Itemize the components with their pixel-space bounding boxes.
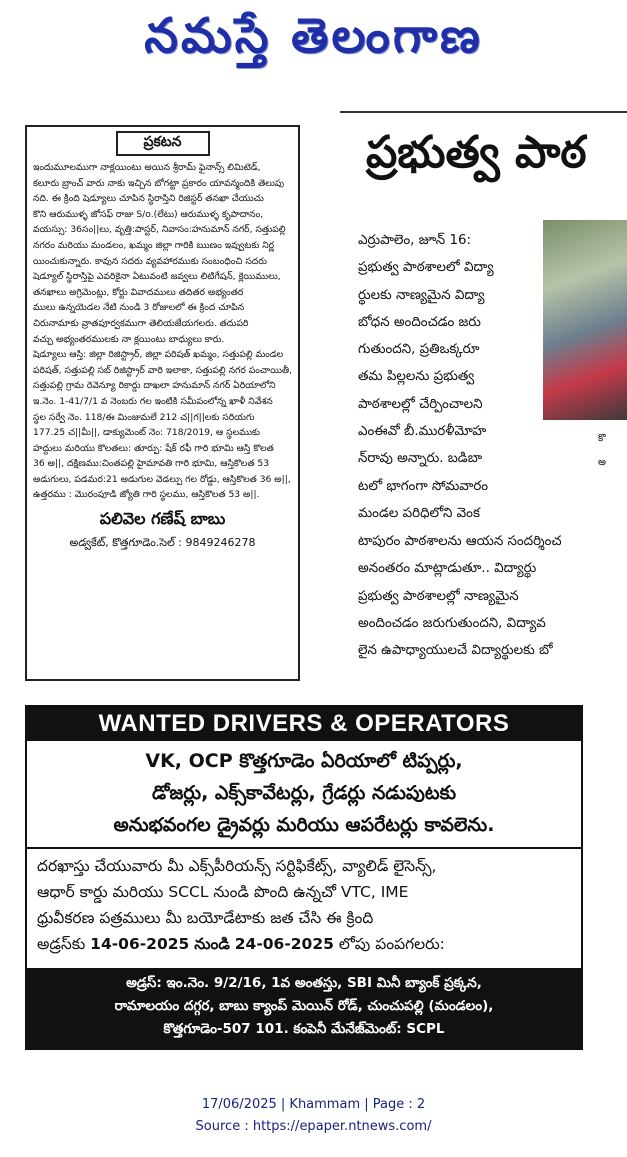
notice-line: వయస్సు: 36సం||లు, వృత్తి:పాస్టర్, నివాసం:హనుమాన్ నగర్, సత్తుపల్లి [33,224,286,236]
notice-line: షెడ్యూల్ స్థిరాస్తిపై ఎవరికైనా ఏటువంటి జవ్వలు లిటిగేషన్, క్లెయిములు, [33,271,281,283]
notice-line: ఇ.నెం. 1-41/7/1 వ నెంబరు గల ఇంటికి సమీపంలోన్న ఖాళీ నివేశన [33,395,273,407]
ad-lead-line: VK, OCP కొత్తగూడెం ఏరియాలో టిప్పర్లు, [145,750,463,772]
ad-lead-line: డోజర్లు, ఎక్స్‌కావేటర్లు, గ్రేడర్లు నడుపుటకు [151,782,457,804]
notice-body [33,160,292,503]
article-line: ప్రభుత్వ పాఠశాలలో విద్యా [358,260,494,276]
edition-info: 17/06/2025 | Khammam | Page : 2 [201,1097,426,1112]
news-article [340,105,627,685]
article-line: తమ పిల్లలను ప్రభుత్వ [358,369,475,385]
ad-date-mid: నుండి [194,935,230,953]
masthead-title: నమస్తే తెలంగాణ [144,8,483,64]
notice-line: యించుకున్నారు. కావున సదరు వ్యవహారముకు సంబంధించి సదరు [33,255,267,267]
ad-footer-line: కొత్తగూడెం-507 101. కంపెనీ మేనేజ్‌మెంట్: SCPL [163,1021,445,1037]
ad-banner: WANTED DRIVERS & OPERATORS [27,707,581,741]
article-line: గుతుందని, ప్రతిఒక్కరూ [358,342,480,358]
notice-line: ఇందుమూలముగా నాక్లయింటు అయిన శ్రీరామ్ ఫైనాన్స్ లిమిటెడ్, [33,162,261,173]
notice-line: హద్దులు మరియు కొలతలు: తూర్పు: షేక్ రఫీ గారి భూమి ఆస్తి కొలత [33,442,274,454]
source-info: Source : https://epaper.ntnews.com/ [195,1119,432,1134]
notice-line: నది. ఈ క్రింది షెడ్యూలు చూపిన స్థిరాస్తిని రిజిస్టర్ తనఖా చేయుచు [33,193,264,205]
article-line: మండల పరిధిలోని వెంక [358,505,480,521]
notice-line: సత్తుపల్లి గ్రామ రెవెన్యూ రికార్డు దాఖలా హనుమాన్ నగర్ ఏరియాలోని [33,380,276,392]
ad-body-line: ఆధార్ కార్డు మరియు SCCL నుండి పొంది ఉన్నచో VTC, IME [37,883,409,901]
photo-caption-line: అ [598,457,606,468]
ad-footer-line: రామాలయం దగ్గర, బాబు క్యాంప్ మెయిన్ రోడ్, చుంచుపల్లి (మండలం), [114,998,494,1014]
notice-line: అడుగులు, పడమర:21 అడుగుల వెడల్పు గల రోడ్డు, ఆస్తికొలత 36 అ||, [33,473,291,485]
article-line: లైన ఉపాధ్యాయులచే విద్యార్థులకు బో [358,643,553,659]
ad-date-line [37,931,571,957]
article-column [358,227,543,527]
ad-lead [27,741,581,841]
ad-footer-line: అడ్రస్: ఇం.నెం. 9/2/16, 1వ అంతస్తు, SBI మినీ బ్యాంక్ ప్రక్కన, [126,975,482,991]
photo-caption [598,427,627,475]
ad-body-line: ధ్రువీకరణ పత్రములు మీ బయోడేటాకు జత చేసి ఈ క్రింది [37,909,374,927]
article-rule [340,111,627,113]
notice-line: షెడ్యూలు ఆస్తి: జిల్లా రిజిస్ట్రార్, జిల్లా పరిషత్ ఖమ్మం, సత్తుపల్లి మండల [33,349,284,361]
ad-date-suffix: లోపు పంపగలరు: [338,935,445,953]
article-line: ఎంఈవో బీ.మురళీమోహ [358,424,487,440]
ad-date-to: 24-06-2025 [234,935,334,953]
notice-line: నగరం మరియు మండలం, ఖమ్మం జిల్లా గారికి ఋణం ఇవ్వుటకు నిర్ణ [33,239,275,251]
article-line: ర్థులకు నాణ్యమైన విద్యా [358,287,485,303]
article-line: బోధన అందించడం జరు [358,314,481,330]
article-line: అనంతరం మాట్లాడుతూ.. విద్యార్థు [358,561,537,577]
notice-signatory-detail: అడ్వకేట్, కొత్తగూడెం.సెల్ : 9849246278 [69,536,256,550]
ad-body-line: దరఖాస్తు చేయువారు మీ ఎక్స్‌పీరియన్స్ సర్టిఫికేట్స్, వ్యాలిడ్ లైసెన్స్, [37,857,437,875]
ad-date-prefix: అడ్రస్‌కు [37,935,86,953]
article-headline: ప్రభుత్వ పాఠ [366,127,587,178]
ad-lead-line: అనుభవంగల డ్రైవర్లు మరియు ఆపరేటర్లు కావలెను. [113,814,495,836]
notice-line: స్థల సర్వే నెం. 118/ఈ మింజుమలే 212 చ||గ||లకు సరియగు [33,411,255,423]
notice-heading: ప్రకటన [116,131,210,156]
legal-notice [25,125,300,681]
notice-line: కలూరు బ్రాంచ్ వారు నాకు ఇచ్చిన బోగట్టా ప్రకారం యావన్మందికి తెలుపు [33,177,285,189]
ad-body [27,849,581,957]
ad-address-footer [27,968,581,1048]
notice-line: ఉత్తరము : మొరంపూడి జ్యోతి గారి స్థలము, ఆస్తికొలత 53 అ||. [33,489,260,501]
article-wide-text [358,528,627,664]
ad-date-from: 14-06-2025 [90,935,190,953]
article-line: టలో భాగంగా సోమవారం [358,478,489,494]
article-line: ప్రభుత్వ పాఠశాలల్లో నాణ్యమైన [358,588,519,604]
notice-line: 177.25 చ||మీ||, డాక్యుమెంట్ నెం: 718/2019, ఆ స్థలముకు [33,427,260,439]
notice-line: వచ్చు అభ్యంతరములకు నా క్లయింటు బాధ్యులు కారు. [33,333,225,345]
article-line: ఎర్రుపాలెం, జూన్ 16: [358,233,472,248]
article-line: పాఠశాలల్లో చేర్పించాలని [358,396,483,412]
notice-line: 36 అ||, దక్షిణము:చింతపల్లి హైమావతి గారి భూమి, ఆస్తికొలత 53 [33,458,270,470]
photo-caption-line: కొ [598,433,606,444]
notice-line: చిరునామాకు వ్రాతపూర్వకముగా తెలియజేయగలరు. తదుపరి [33,317,249,329]
notice-line: తనఖాలు అగ్రిమెంట్లు, కోర్టు వివాదములు తదితర అభ్యంతర [33,286,244,298]
notice-line: కొని ఆరుముళ్ళ జోసఫ్ రాజు S/o.(లేటు) ఆరుముళ్ళ కృపాదానం, [33,208,264,220]
notice-line: పరిషత్, సత్తుపల్లి సబ్ రిజిస్ట్రార్ వారి ఇలాకా, సత్తుపల్లి నగర పంచాయితీ, [33,364,292,376]
masthead [0,0,627,95]
wanted-drivers-ad [25,705,583,1050]
notice-signatory: పలివెల గణేష్ బాబు [99,509,226,529]
article-line: టాపురం పాఠశాలను ఆయన సందర్శించ [358,534,562,549]
article-photo [543,220,627,420]
article-line: అందించడం జరుగుతుందని, విద్యావ [358,615,546,631]
article-line: న్‌రావు అన్నారు. బడిబా [358,451,483,467]
notice-line: ములు ఉన్నయెడల నేటి నుండి 3 రోజులలో ఈ క్రింద చూపిన [33,302,245,314]
